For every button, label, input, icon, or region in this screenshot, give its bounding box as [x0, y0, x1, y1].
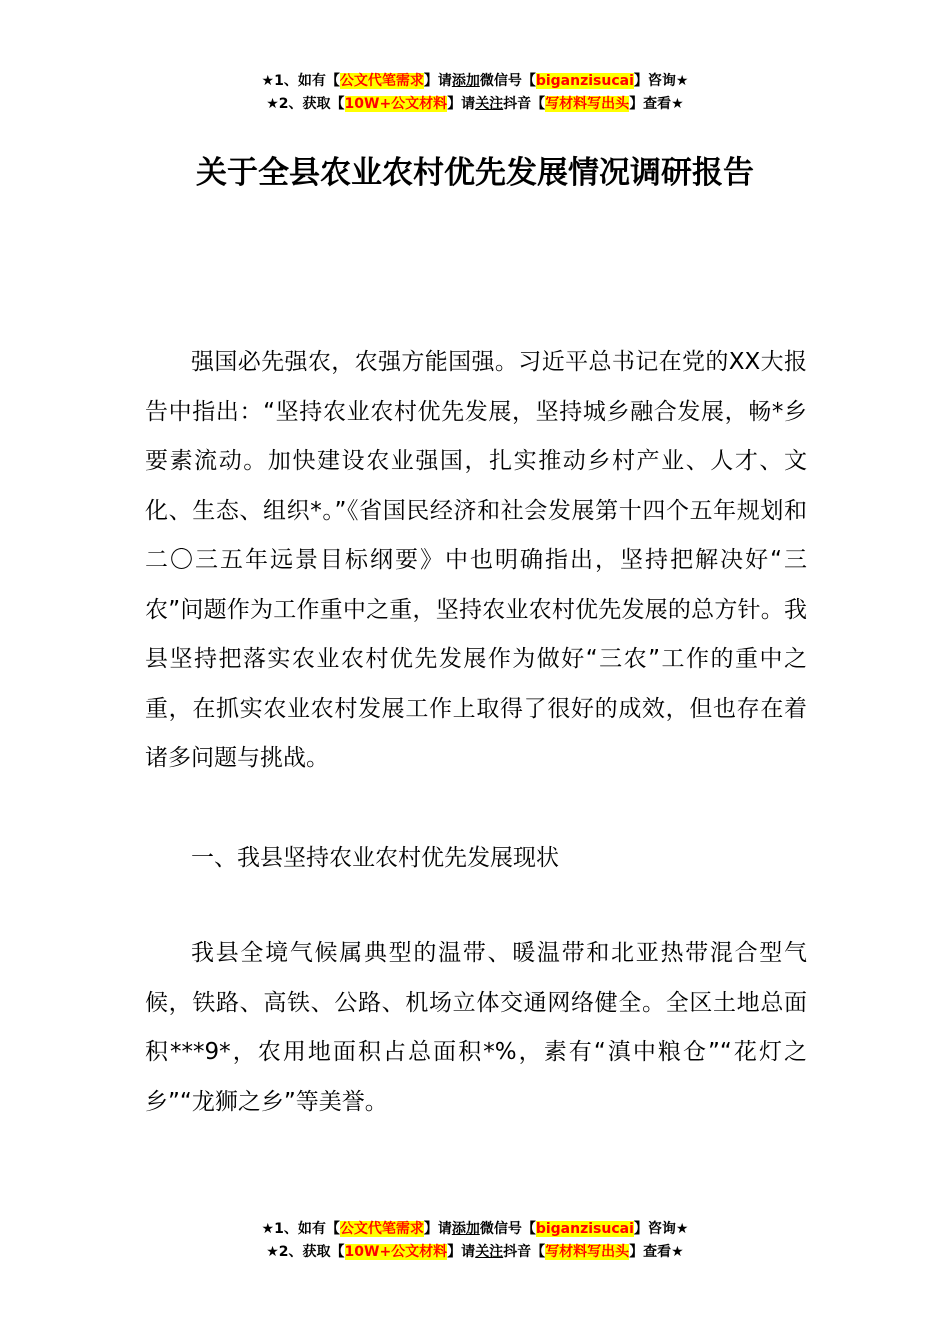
banner-text: 】咨询★: [633, 1221, 689, 1237]
banner-highlight-wechat-id: biganzisucai: [535, 1221, 634, 1237]
banner-text: ★2、获取【: [266, 96, 345, 112]
intro-paragraph: 强国必先强农，农强方能国强。习近平总书记在党的XX大报告中指出：“坚持农业农村优先发展，坚持城乡融合发展，畅*乡要素流动。加快建设农业强国，扎实推动乡村产业、人才、文化、生态、组织*。”《省国民经济和社会发展第十四个五年规划和二〇三五年远景目标纲要》中也明确指出，坚持把解决好“三农”问题作为工作重中之重，坚持农业农村优先发展的总方针。我县坚持把落实农业农村优先发展作为做好“三农”工作的重中之重，在抓实农业农村发展工作上取得了很好的成效，但也存在着诸多问题与挑战。: [145, 349, 807, 771]
footer-banner-line-1: [0, 1218, 950, 1241]
banner-text: 】请: [423, 73, 452, 89]
banner-text: ★2、获取【: [266, 1244, 345, 1260]
banner-text: 微信号【: [479, 73, 536, 89]
header-banner-line-2: [0, 93, 950, 116]
banner-text: 】查看★: [629, 96, 684, 112]
document-body: [145, 338, 807, 1127]
header-banner-line-1: [0, 70, 950, 93]
banner-text: 】请: [447, 96, 476, 112]
banner-text: 】请: [423, 1221, 452, 1237]
banner-underlined: 添加: [451, 1221, 480, 1237]
footer-banner: [0, 1218, 950, 1264]
banner-highlight-wechat-id: biganzisucai: [535, 73, 634, 89]
banner-underlined: 添加: [451, 73, 480, 89]
banner-highlight-douyin-id: 写材料写出头: [545, 1244, 630, 1260]
body-paragraph: 我县全境气候属典型的温带、暖温带和北亚热带混合型气候，铁路、高铁、公路、机场立体交通网络健全。全区土地总面积***9*，农用地面积占总面积*%，素有“滇中粮仓”“花灯之乡”“龙狮之乡”等美誉。: [145, 940, 807, 1115]
banner-highlight-douyin-id: 写材料写出头: [545, 96, 630, 112]
document-title: 关于全县农业农村优先发展情况调研报告: [196, 155, 754, 191]
banner-text: 抖音【: [503, 1244, 546, 1260]
banner-highlight: 公文代笔需求: [339, 1221, 424, 1237]
banner-text: ★1、如有【: [261, 73, 340, 89]
banner-underlined: 关注: [475, 96, 504, 112]
banner-text: 微信号【: [479, 1221, 536, 1237]
banner-highlight: 10W+公文材料: [344, 1244, 448, 1260]
section-heading: 一、我县坚持农业农村优先发展现状: [191, 844, 559, 871]
banner-text: 】请: [447, 1244, 476, 1260]
banner-text: 】查看★: [629, 1244, 684, 1260]
banner-highlight: 公文代笔需求: [339, 73, 424, 89]
banner-text: 抖音【: [503, 96, 546, 112]
banner-text: ★1、如有【: [261, 1221, 340, 1237]
banner-highlight: 10W+公文材料: [344, 96, 448, 112]
header-banner: [0, 70, 950, 116]
banner-underlined: 关注: [475, 1244, 504, 1260]
footer-banner-line-2: [0, 1241, 950, 1264]
banner-text: 】咨询★: [633, 73, 689, 89]
